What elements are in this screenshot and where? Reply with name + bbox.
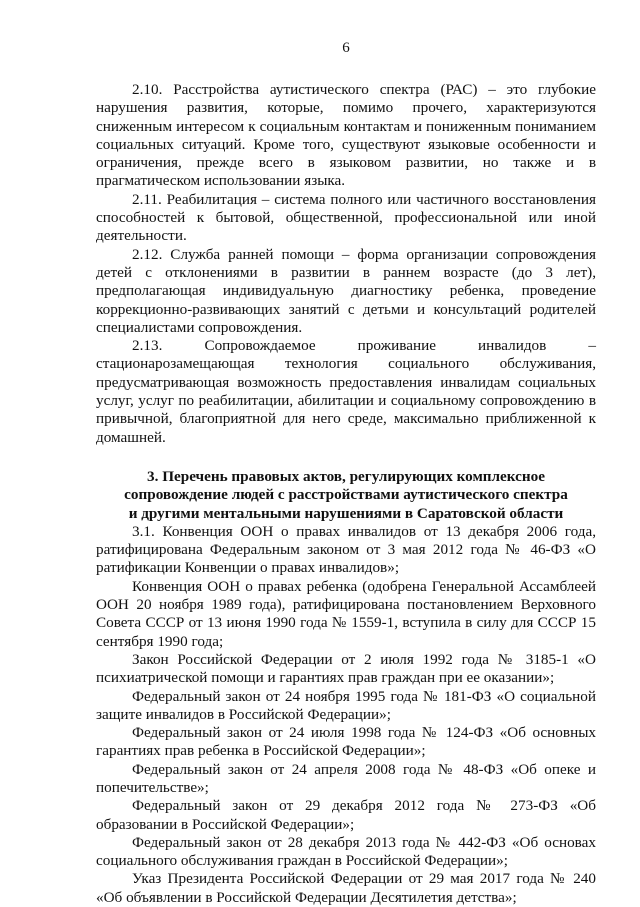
- section-3-heading-line: сопровождение людей с расстройствами аутистического спектра: [124, 486, 568, 504]
- definition-2-12: 2.12. Служба ранней помощи – форма организации сопровождения детей с отклонениями в развитии в раннем возрасте (до 3 лет), предполагающая индивидуальную диагностику ребенка, проведение коррекционно-развивающих занятий с детьми и консультаций родителей специалистами сопровождения.: [96, 245, 596, 336]
- definition-2-11: 2.11. Реабилитация – система полного или частичного восстановления способностей к бытовой, общественной, профессиональной или иной деятельности.: [96, 190, 596, 245]
- legal-act-item: Указ Президента Российской Федерации от 29 мая 2017 года № 240 «Об объявлении в Российской Федерации Десятилетия детства»;: [96, 870, 596, 906]
- definition-2-10: 2.10. Расстройства аутистического спектра (РАС) – это глубокие нарушения развития, которые, помимо прочего, характеризуются сниженным интересом к социальным контактам и пониженным пониманием социальных ситуаций. Кроме того, существуют языковые особенности и ограничения, прежде всего в языковом развитии, но также и в прагматическом использовании языка.: [96, 81, 596, 190]
- section-3-heading-line: 3. Перечень правовых актов, регулирующих комплексное: [147, 467, 545, 485]
- legal-act-item: Федеральный закон от 29 декабря 2012 года № 273-ФЗ «Об образовании в Российской Федерации»;: [96, 797, 596, 833]
- legal-act-item: Федеральный закон от 24 ноября 1995 года № 181-ФЗ «О социальной защите инвалидов в Российской Федерации»;: [96, 687, 596, 723]
- page-number: 6: [342, 40, 350, 56]
- legal-act-item: Федеральный закон от 28 декабря 2013 года № 442-ФЗ «Об основах социального обслуживания граждан в Российской Федерации»;: [96, 833, 596, 870]
- section-3-heading-line: и другими ментальными нарушениями в Саратовской области: [128, 504, 564, 522]
- legal-act-item: Закон Российской Федерации от 2 июля 1992 года № 3185-1 «О психиатрической помощи и гарантиях прав граждан при ее оказании»;: [96, 650, 596, 687]
- legal-act-item: Федеральный закон от 24 июля 1998 года № 124-ФЗ «Об основных гарантиях прав ребенка в Российской Федерации»;: [96, 724, 596, 760]
- section-3-heading: [96, 468, 596, 523]
- legal-act-item: Конвенция ООН о правах ребенка (одобрена Генеральной Ассамблеей ООН 20 ноября 1989 года), ратифицирована постановлением Верховного Совета СССР от 13 июня 1990 года № 1559-1, вступила в силу для СССР 15 сентября 1990 года;: [96, 577, 596, 650]
- legal-act-item: 3.1. Конвенция ООН о правах инвалидов от 13 декабря 2006 года, ратифицирована Федеральным законом от 3 мая 2012 года № 46-ФЗ «О ратификации Конвенции о правах инвалидов»;: [96, 522, 596, 577]
- definition-2-13: 2.13. Сопровождаемое проживание инвалидов – стационарозамещающая технология социального обслуживания, предусматривающая возможность предоставления инвалидам социальных услуг, услуг по реабилитации, абилитации и социальному сопровождению в привычной, благоприятной для него среде, максимально приближенной к домашней.: [96, 337, 596, 446]
- legal-act-item: Федеральный закон от 24 апреля 2008 года № 48-ФЗ «Об опеке и попечительстве»;: [96, 760, 596, 796]
